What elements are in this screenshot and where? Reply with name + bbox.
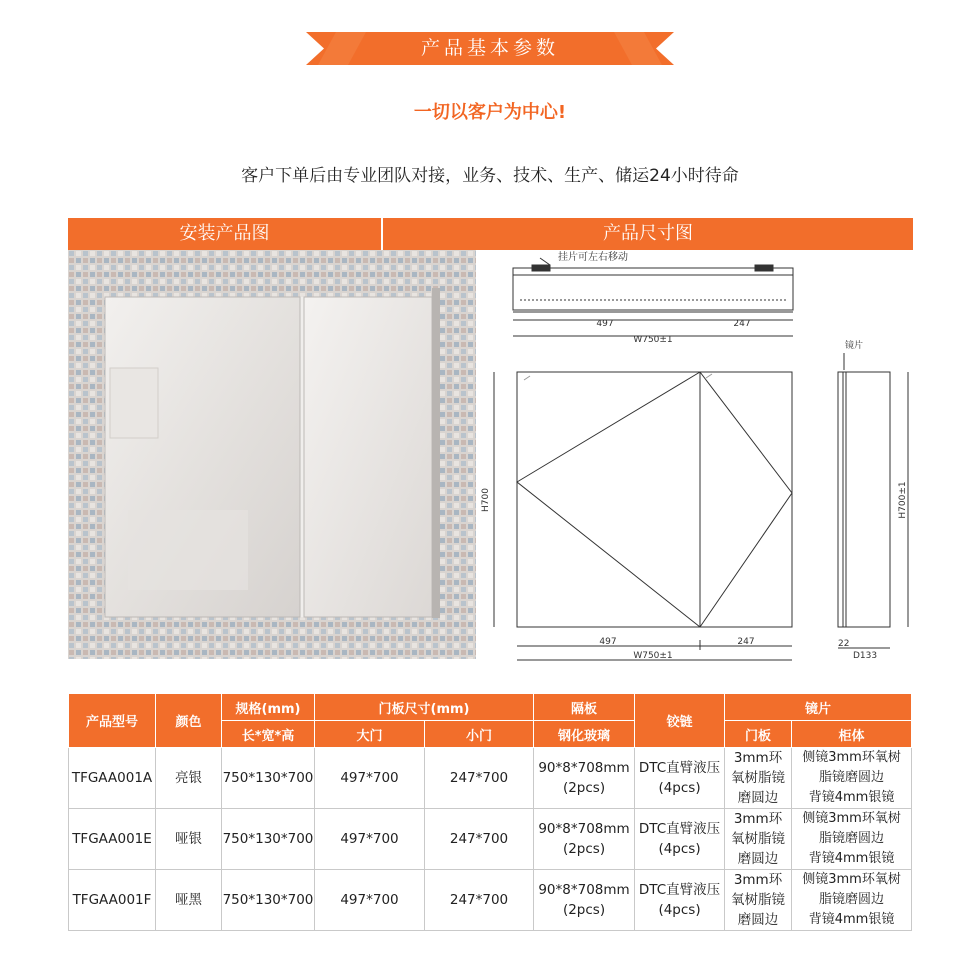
section-header-dimensions: 产品尺寸图: [383, 218, 913, 250]
mirror-cabinet-line: 侧镜3mm环氧树: [802, 750, 901, 765]
cell-spec: 750*130*700: [222, 870, 315, 931]
cell-mirror-door: [725, 870, 792, 931]
shelf-size: 90*8*708mm: [538, 760, 630, 776]
hinge-type: DTC直臂液压: [638, 760, 721, 776]
section-banner: [306, 32, 674, 65]
banner-title: 产品基本参数: [420, 37, 559, 59]
mirror-cabinet-line: 背镜4mm银镜: [808, 790, 895, 805]
cell-color: 亮银: [156, 748, 222, 809]
side-dim-small: 22: [838, 639, 850, 649]
top-dim-total: W750±1: [633, 335, 673, 345]
th-hinge: 铰链: [635, 694, 725, 748]
mirror-cabinet-line: 背镜4mm银镜: [808, 912, 895, 927]
th-spec: 规格(mm): [222, 694, 315, 721]
cell-door-big: 497*700: [315, 870, 425, 931]
mirror-door-line: 磨圆边: [737, 851, 779, 867]
shelf-size: 90*8*708mm: [538, 882, 630, 898]
th-mirror-cabinet: 柜体: [792, 721, 912, 748]
mirror-door-line: 3mm环: [733, 872, 783, 888]
mirror-cabinet-line: 脂镜磨圆边: [819, 831, 885, 846]
cell-mirror-cabinet: [792, 809, 912, 870]
mirror-cabinet-line: 脂镜磨圆边: [819, 770, 885, 785]
hinge-qty: (4pcs): [658, 780, 701, 796]
shelf-size: 90*8*708mm: [538, 821, 630, 837]
side-height: H700±1: [898, 481, 908, 519]
side-mirror-label: 镜片: [845, 341, 864, 351]
mirror-door-line: 磨圆边: [737, 790, 779, 806]
shelf-qty: (2pcs): [562, 841, 606, 857]
mirror-door-line: 3mm环: [733, 750, 783, 766]
cell-shelf: [534, 870, 635, 931]
mirror-door-line: 氧树脂镜: [731, 831, 786, 847]
side-depth: D133: [853, 651, 878, 661]
hinge-type: DTC直臂液压: [638, 882, 721, 898]
th-model: 产品型号: [69, 694, 156, 748]
cell-door-big: 497*700: [315, 809, 425, 870]
cell-hinge: [635, 870, 725, 931]
th-shelf-sub: 钢化玻璃: [534, 721, 635, 748]
section-header-installed: 安装产品图: [68, 218, 381, 250]
mirror-door-line: 氧树脂镜: [731, 770, 786, 786]
th-mirror-door: 门板: [725, 721, 792, 748]
th-door-small: 小门: [425, 721, 534, 748]
mirror-door-line: 磨圆边: [737, 912, 779, 928]
hinge-qty: (4pcs): [658, 841, 701, 857]
front-dim-right: 247: [737, 637, 755, 647]
cell-mirror-cabinet: [792, 748, 912, 809]
cell-hinge: [635, 809, 725, 870]
th-shelf: 隔板: [534, 694, 635, 721]
th-door-big: 大门: [315, 721, 425, 748]
table-row: [69, 748, 912, 809]
table-row: [69, 870, 912, 931]
cell-shelf: [534, 809, 635, 870]
mirror-door-line: 氧树脂镜: [731, 892, 786, 908]
top-dim-left: 497: [596, 319, 614, 329]
table-row: [69, 809, 912, 870]
th-spec-sub: 长*宽*高: [222, 721, 315, 748]
front-height: H700: [481, 488, 491, 512]
mirror-cabinet-line: 背镜4mm银镜: [808, 851, 895, 866]
cell-model: TFGAA001F: [69, 870, 156, 931]
cell-hinge: [635, 748, 725, 809]
hanger-note: 挂片可左右移动: [558, 252, 628, 263]
hinge-type: DTC直臂液压: [638, 821, 721, 837]
cell-model: TFGAA001A: [69, 748, 156, 809]
cell-shelf: [534, 748, 635, 809]
cell-door-small: 247*700: [425, 870, 534, 931]
hinge-qty: (4pcs): [658, 902, 701, 918]
service-line: 客户下单后由专业团队对接，业务、技术、生产、储运24小时待命: [241, 166, 739, 186]
cell-door-small: 247*700: [425, 748, 534, 809]
dimension-drawings: [480, 250, 920, 670]
th-door-size: 门板尺寸(mm): [315, 694, 534, 721]
cell-color: 哑银: [156, 809, 222, 870]
slogan: 一切以客户为中心!: [413, 102, 567, 123]
mirror-cabinet-line: 脂镜磨圆边: [819, 892, 885, 907]
cell-mirror-door: [725, 748, 792, 809]
cell-door-big: 497*700: [315, 748, 425, 809]
cell-mirror-cabinet: [792, 870, 912, 931]
th-color: 颜色: [156, 694, 222, 748]
top-dim-right: 247: [733, 319, 751, 329]
mirror-cabinet-line: 侧镜3mm环氧树: [802, 872, 901, 887]
spec-table: [68, 693, 912, 931]
shelf-qty: (2pcs): [562, 902, 606, 918]
mirror-door-line: 3mm环: [733, 811, 783, 827]
cell-color: 哑黑: [156, 870, 222, 931]
shelf-qty: (2pcs): [562, 780, 606, 796]
front-view-drawing: [494, 372, 792, 660]
cell-door-small: 247*700: [425, 809, 534, 870]
front-dim-total: W750±1: [633, 651, 673, 661]
mirror-cabinet-line: 侧镜3mm环氧树: [802, 811, 901, 826]
cell-mirror-door: [725, 809, 792, 870]
front-dim-left: 497: [599, 637, 617, 647]
cell-spec: 750*130*700: [222, 748, 315, 809]
installed-product-photo: [68, 250, 476, 659]
cell-model: TFGAA001E: [69, 809, 156, 870]
cell-spec: 750*130*700: [222, 809, 315, 870]
top-view-drawing: [513, 258, 793, 336]
th-mirror: 镜片: [725, 694, 912, 721]
